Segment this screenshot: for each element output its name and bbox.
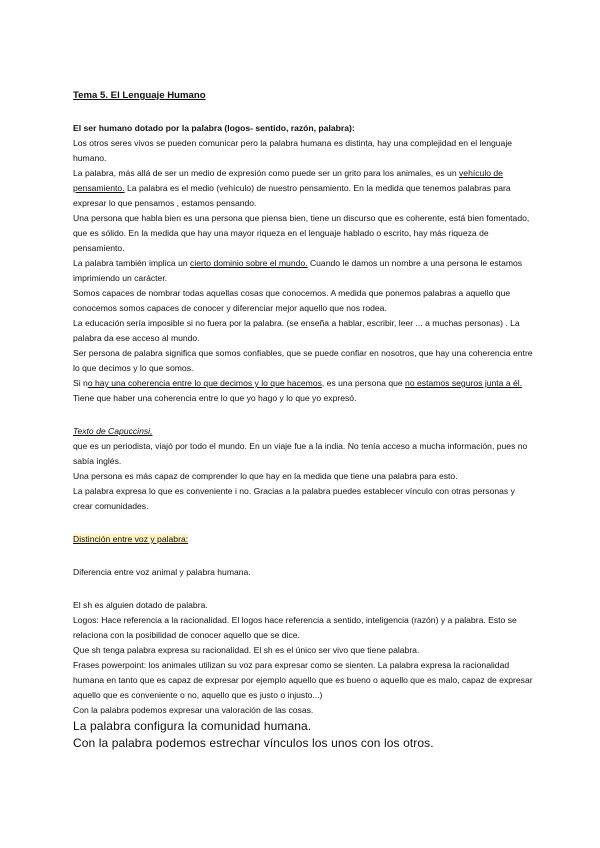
paragraph: Una persona es más capaz de comprender lo que hay en la medida que tiene una palabra para esto.	[73, 471, 458, 481]
paragraph-large: Con la palabra podemos estrechar vínculos los unos con los otros.	[73, 736, 434, 750]
paragraph: Si no hay una coherencia entre lo que decimos y lo que hacemos, es una persona que no estamos seguros junta a él.	[73, 378, 523, 388]
page-title: Tema 5. El Lenguaje Humano	[73, 90, 206, 101]
paragraph: Somos capaces de nombrar todas aquellas cosas que conocemos. A medida que ponemos palabras a aquello que conocemos somos capaces de conocer y diferenciar mejor aquello que nos rodea.	[73, 288, 511, 313]
underlined-phrase: no estamos seguros junta a él.	[405, 378, 523, 388]
paragraph: Una persona que habla bien es una persona que piensa bien, tiene un discurso que es coherente, está bien fomentado, que es sólido. En la medida que hay una mayor riqueza en el lenguaje hablado o escrito, hay más riqueza de pensamiento.	[73, 213, 530, 253]
underlined-phrase: vehículo de pensamiento.	[73, 168, 503, 193]
paragraph: Tiene que haber una coherencia entre lo que yo hago y lo que yo expresó.	[73, 393, 357, 403]
paragraph: Los otros seres vivos se pueden comunicar pero la palabra humana es distinta, hay una complejidad en el lenguaje humano.	[73, 138, 513, 163]
section-heading-voz-palabra: Distinción entre voz y palabra:	[73, 534, 189, 544]
paragraph: Que sh tenga palabra expresa su racionalidad. El sh es el único ser vivo que tiene palabra.	[73, 645, 420, 655]
paragraph: El sh es alguien dotado de palabra.	[73, 600, 208, 610]
paragraph: Diferencia entre voz animal y palabra humana.	[73, 567, 251, 577]
section-heading-palabra: El ser humano dotado por la palabra (logos- sentido, razón, palabra):	[73, 123, 355, 133]
document-body	[73, 88, 533, 752]
paragraph: Logos: Hace referencia a la racionalidad. El logos hace referencia a sentido, inteligencia (razón) y a palabra. Esto se relaciona con la posibilidad de conocer aquello que se dice.	[73, 615, 517, 640]
paragraph: Con la palabra podemos expresar una valoración de las cosas.	[73, 705, 314, 715]
paragraph: Ser persona de palabra significa que somos confiables, que se puede confiar en nosotros, que hay una coherencia entre lo que decimos y lo que somos.	[73, 348, 533, 373]
paragraph: La palabra, más allá de ser un medio de expresión como puede ser un grito para los animales, es un vehículo de pensamiento. La palabra es el medio (vehículo) de nuestro pensamiento. En la medida que tenemos palabras para expresar lo que pensamos , estamos pensando.	[73, 168, 511, 208]
paragraph: La palabra expresa lo que es conveniente i no. Gracias a la palabra puedes establecer vínculo con otras personas y crear comunidades.	[73, 486, 515, 511]
paragraph-large: La palabra configura la comunidad humana.	[73, 719, 312, 733]
underlined-phrase: cierto dominio sobre el mundo.	[190, 258, 308, 268]
section-heading-capuccinsi: Texto de Capuccinsi,	[73, 426, 153, 436]
paragraph: La palabra también implica un cierto dominio sobre el mundo. Cuando le damos un nombre a una persona le estamos imprimiendo un carácter.	[73, 258, 523, 283]
paragraph: Frases powerpoint: los animales utilizan su voz para expresar como se sienten. La palabra expresa la racionalidad humana en tanto que es capaz de expresar por ejemplo aquello que es bueno o aquello que es malo, capaz de expresar aquello que es conveniente o no, aquello que es justo o injusto...)	[73, 660, 533, 700]
underlined-phrase: o hay una coherencia entre lo que decimos y lo que hacemos	[87, 378, 322, 388]
paragraph: La educación sería imposible si no fuera por la palabra. (se enseña a hablar, escribir, leer ... a muchas personas) . La palabra da ese acceso al mundo.	[73, 318, 520, 343]
paragraph: que es un periodista, viajó por todo el mundo. En un viaje fue a la india. No tenía acceso a mucha información, pues no sabía inglés.	[73, 441, 528, 466]
